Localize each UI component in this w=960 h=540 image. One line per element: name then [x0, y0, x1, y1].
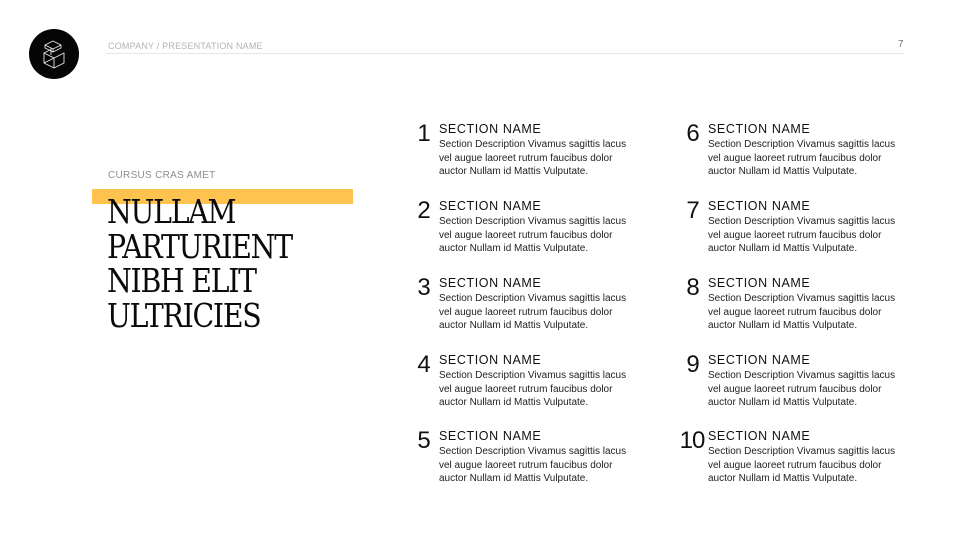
- section-name: SECTION NAME: [439, 199, 542, 213]
- section-name: SECTION NAME: [439, 429, 542, 443]
- isometric-box-icon: [40, 39, 68, 69]
- hero-title-line: ULTRICIES: [107, 295, 261, 335]
- section-number: 9: [686, 351, 700, 378]
- hero-title-line: PARTURIENT: [107, 226, 292, 266]
- section-name: SECTION NAME: [708, 199, 811, 213]
- presentation-name: COMPANY / PRESENTATION NAME: [108, 41, 263, 51]
- section-name: SECTION NAME: [439, 353, 542, 367]
- section-number: 7: [686, 197, 700, 224]
- section-description: Section Description Vivamus sagittis lacus vel augue laoreet rutrum faucibus dolor auctor Nullam id Mattis Vulputate.: [439, 139, 627, 177]
- section-description: Section Description Vivamus sagittis lacus vel augue laoreet rutrum faucibus dolor auctor Nullam id Mattis Vulputate.: [708, 446, 896, 484]
- hero-title-line: NIBH ELIT: [107, 261, 256, 300]
- section-description: Section Description Vivamus sagittis lacus vel augue laoreet rutrum faucibus dolor auctor Nullam id Mattis Vulputate.: [708, 216, 896, 254]
- section-description: Section Description Vivamus sagittis lacus vel augue laoreet rutrum faucibus dolor auctor Nullam id Mattis Vulputate.: [439, 446, 627, 484]
- section-number: 8: [686, 274, 700, 301]
- page-number: 7: [898, 39, 904, 50]
- section-number: 3: [417, 274, 431, 301]
- section-description: Section Description Vivamus sagittis lacus vel augue laoreet rutrum faucibus dolor auctor Nullam id Mattis Vulputate.: [439, 216, 627, 254]
- section-description: Section Description Vivamus sagittis lacus vel augue laoreet rutrum faucibus dolor auctor Nullam id Mattis Vulputate.: [708, 139, 896, 177]
- section-name: SECTION NAME: [439, 122, 542, 136]
- section-name: SECTION NAME: [708, 429, 811, 443]
- section-name: SECTION NAME: [439, 276, 542, 290]
- section-number: 6: [686, 120, 700, 147]
- section-description: Section Description Vivamus sagittis lacus vel augue laoreet rutrum faucibus dolor auctor Nullam id Mattis Vulputate.: [708, 370, 896, 408]
- section-description: Section Description Vivamus sagittis lacus vel augue laoreet rutrum faucibus dolor auctor Nullam id Mattis Vulputate.: [708, 293, 896, 331]
- section-number: 10: [679, 427, 705, 454]
- logo: [29, 29, 79, 79]
- section-description: Section Description Vivamus sagittis lacus vel augue laoreet rutrum faucibus dolor auctor Nullam id Mattis Vulputate.: [439, 293, 627, 331]
- hero-title: [107, 192, 292, 335]
- section-name: SECTION NAME: [708, 353, 811, 367]
- hero-kicker: CURSUS CRAS AMET: [108, 170, 216, 181]
- section-number: 1: [417, 120, 431, 147]
- section-number: 4: [417, 351, 431, 378]
- section-name: SECTION NAME: [708, 276, 811, 290]
- header-divider: [106, 53, 904, 54]
- section-number: 2: [417, 197, 431, 224]
- section-name: SECTION NAME: [708, 122, 811, 136]
- hero-title-line: NULLAM: [107, 192, 236, 231]
- section-description: Section Description Vivamus sagittis lacus vel augue laoreet rutrum faucibus dolor auctor Nullam id Mattis Vulputate.: [439, 370, 627, 408]
- section-number: 5: [417, 427, 431, 454]
